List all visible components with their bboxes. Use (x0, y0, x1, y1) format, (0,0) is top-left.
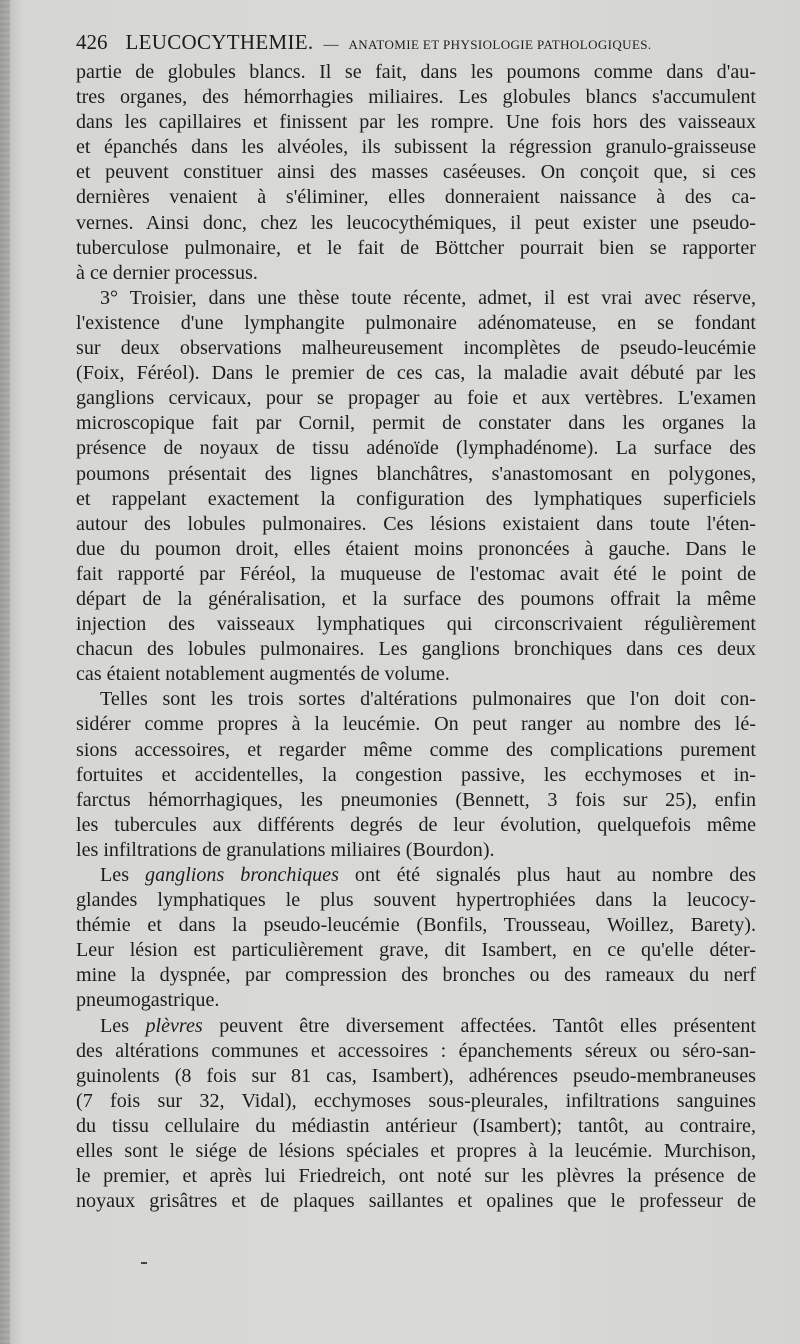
text-line: chacun des lobules pulmonaires. Les ganglions bronchiques dans ces deux (76, 638, 756, 661)
text-line-start: Les (100, 864, 146, 886)
text-line: (7 fois sur 32, Vidal), ecchymoses sous-pleurales, infiltrations sanguines (76, 1089, 756, 1112)
text-line-end: ont été signalés plus haut au nombre des (338, 864, 756, 886)
text-line: microscopique fait par Cornil, permit de constater dans les organes la (76, 412, 756, 435)
body-text (76, 60, 756, 1214)
text-line: farctus hémorrhagiques, les pneumonies (Bennett, 3 fois sur 25), enfin (76, 788, 756, 811)
text-line: présence de noyaux de tissu adénoïde (lymphadénome). La surface des (76, 437, 756, 460)
text-line: noyaux grisâtres et de plaques saillantes et opalines que le professeur de (76, 1190, 756, 1213)
text-line: du tissu cellulaire du médiastin antérieur (Isambert); tantôt, au contraire, (76, 1114, 756, 1137)
text-line: et peuvent constituer ainsi des masses caséeuses. On conçoit que, si ces (76, 161, 756, 184)
text-line: (Foix, Féréol). Dans le premier de ces cas, la maladie avait débuté par les (76, 362, 756, 385)
page-gutter-edge (0, 0, 10, 1344)
text-line: et rappelant exactement la configuration des lymphatiques superficiels (76, 487, 756, 510)
text-line: elles sont le siége de lésions spéciales et propres à la leucémie. Murchison, (76, 1140, 756, 1163)
text-line: des altérations communes et accessoires : épanchements séreux ou séro-san- (76, 1039, 756, 1062)
text-line: vernes. Ainsi donc, chez les leucocythémiques, il peut exister une pseudo- (76, 211, 756, 234)
text-line: pneumogastrique. (76, 989, 220, 1012)
text-line: injection des vaisseaux lymphatiques qui circonscrivaient régulièrement (76, 613, 756, 636)
italic-term: ganglions bronchiques (145, 864, 339, 886)
text-line: les tubercules aux différents degrés de leur évolution, quelquefois même (76, 813, 756, 836)
text-line: à ce dernier processus. (76, 261, 258, 284)
text-line: partie de globules blancs. Il se fait, dans les poumons comme dans d'au- (76, 61, 756, 83)
text-line: départ de la généralisation, et la surface des poumons offrait la même (76, 587, 756, 610)
text-line: sur deux observations malheureusement incomplètes de pseudo-leucémie (76, 337, 756, 360)
printer-mark (141, 1262, 147, 1264)
text-line: ganglions cervicaux, pour se propager au foie et aux vertèbres. L'examen (76, 387, 756, 410)
text-line: poumons présentait des lignes blanchâtres, s'anastomosant en polygones, (76, 462, 756, 485)
text-line: due du poumon droit, elles étaient moins prononcées à gauche. Dans le (76, 537, 756, 560)
text-line: cas étaient notablement augmentés de volume. (76, 663, 450, 686)
text-line: thémie et dans la pseudo-leucémie (Bonfils, Trousseau, Woillez, Barety). (76, 914, 756, 937)
text-line: tres organes, des hémorrhagies miliaires. Les globules blancs s'accumulent (76, 86, 756, 109)
running-title: LEUCOCYTHEMIE. (125, 30, 314, 54)
text-line: l'existence d'une lymphangite pulmonaire adénomateuse, en se fondant (76, 311, 756, 334)
running-subtitle: ANATOMIE ET PHYSIOLOGIE PATHOLOGIQUES. (348, 37, 652, 52)
text-line: dans les capillaires et finissent par les rompre. Une fois hors des vaisseaux (76, 111, 756, 134)
text-line: guinolents (8 fois sur 81 cas, Isambert), adhérences pseudo-membraneuses (76, 1064, 756, 1087)
text-line: fait rapporté par Féréol, la muqueuse de l'estomac avait été le point de (76, 562, 756, 585)
text-line: les infiltrations de granulations miliaires (Bourdon). (76, 838, 495, 861)
text-line: mine la dyspnée, par compression des bronches ou des rameaux du nerf (76, 964, 756, 987)
text-line: tuberculose pulmonaire, et le fait de Böttcher pourrait bien se rapporter (76, 236, 756, 259)
text-line (76, 1014, 756, 1039)
text-line: Telles sont les trois sortes d'altérations pulmonaires que l'on doit con- (100, 688, 756, 711)
text-line: fortuites et accidentelles, la congestion passive, les ecchymoses et in- (76, 763, 756, 786)
text-line: autour des lobules pulmonaires. Ces lésions existaient dans toute l'éten- (76, 512, 756, 535)
text-line: et épanchés dans les alvéoles, ils subissent la régression granulo-graisseuse (76, 136, 756, 159)
text-line: 3° Troisier, dans une thèse toute récente, admet, il est vrai avec réserve, (100, 286, 756, 309)
text-line: Leur lésion est particulièrement grave, dit Isambert, en ce qu'elle déter- (76, 939, 756, 962)
text-line (76, 863, 756, 888)
text-line: dernières venaient à s'éliminer, elles donneraient naissance à des ca- (76, 186, 756, 209)
text-line: glandes lymphatiques le plus souvent hypertrophiées dans la leucocy- (76, 889, 756, 912)
italic-term: plèvres (145, 1014, 203, 1037)
running-header (76, 30, 756, 60)
text-line: le premier, et après lui Friedreich, ont noté sur les plèvres la présence de (76, 1165, 756, 1188)
header-dash: — (323, 37, 339, 53)
text-line: sidérer comme propres à la leucémie. On peut ranger au nombre des lé- (76, 713, 756, 736)
text-line-start: Les (100, 1014, 146, 1037)
page-number: 426 (76, 30, 108, 54)
text-line-end: peuvent être diversement affectées. Tantôt elles présentent (202, 1014, 756, 1037)
text-line: sions accessoires, et regarder même comme des complications purement (76, 738, 756, 761)
